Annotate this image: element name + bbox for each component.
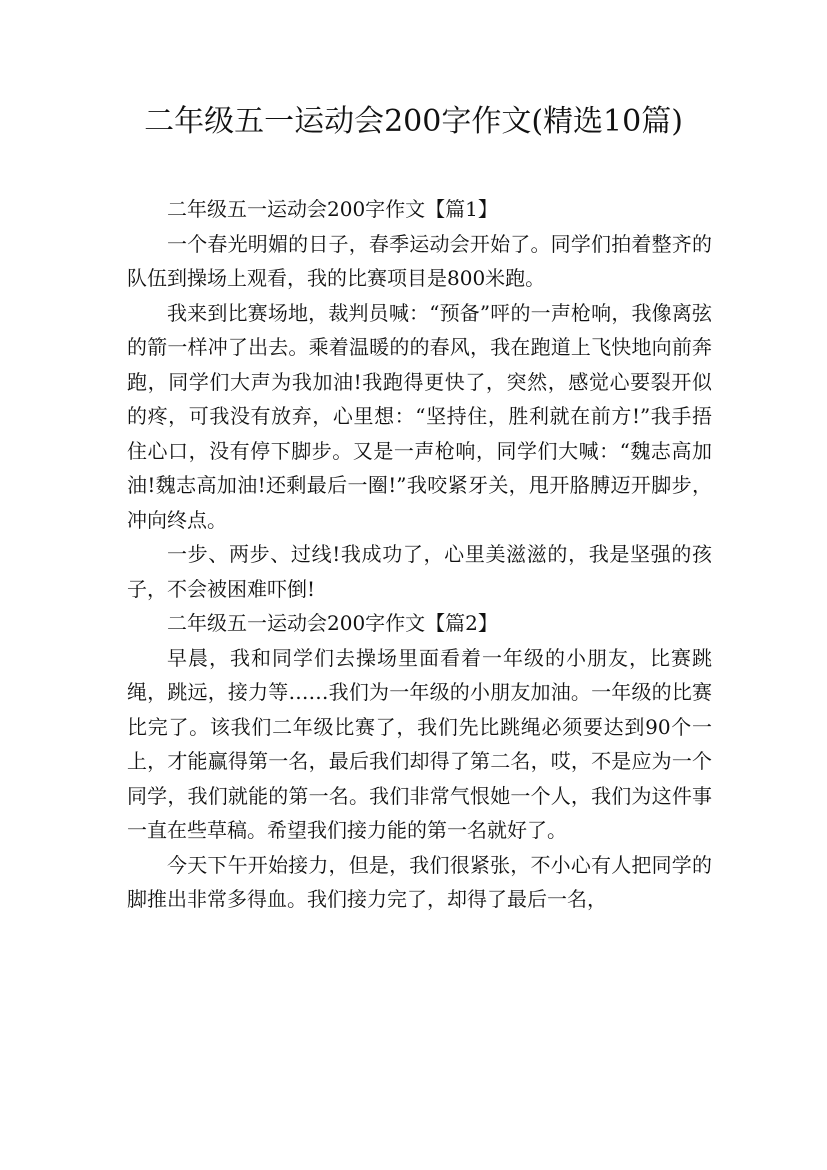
document-body <box>127 192 712 917</box>
section-heading: 二年级五一运动会200字作文【篇1】 <box>167 197 498 221</box>
document-title: 二年级五一运动会200字作文(精选10篇) <box>144 104 683 139</box>
section-heading: 二年级五一运动会200字作文【篇2】 <box>167 611 498 635</box>
paragraph: 一步、两步、过线!我成功了，心里美滋滋的，我是坚强的孩子，不会被困难吓倒! <box>127 542 712 601</box>
paragraph: 一个春光明媚的日子，春季运动会开始了。同学们拍着整齐的队伍到操场上观看，我的比赛项目是800米跑。 <box>127 231 712 290</box>
paragraph: 今天下午开始接力，但是，我们很紧张，不小心有人把同学的脚推出非常多得血。我们接力完了，却得了最后一名， <box>127 852 712 911</box>
paragraph: 我来到比赛场地，裁判员喊：“预备”呯的一声枪响，我像离弦的箭一样冲了出去。乘着温暖的的春风，我在跑道上飞快地向前奔跑，同学们大声为我加油!我跑得更快了，突然，感觉心要裂开似的疼，可我没有放弃，心里想：“坚持住，胜利就在前方!”我手捂住心口，没有停下脚步。又是一声枪响，同学们大喊：“魏志高加油!魏志高加油!还剩最后一圈!”我咬紧牙关，甩开胳膊迈开脚步，冲向终点。 <box>127 300 712 532</box>
paragraph: 早晨，我和同学们去操场里面看着一年级的小朋友，比赛跳绳，跳远，接力等……我们为一年级的小朋友加油。一年级的比赛比完了。该我们二年级比赛了，我们先比跳绳必须要达到90个一上，才能赢得第一名，最后我们却得了第二名，哎，不是应为一个同学，我们就能的第一名。我们非常气恨她一个人，我们为这件事一直在些草稿。希望我们接力能的第一名就好了。 <box>127 645 712 842</box>
